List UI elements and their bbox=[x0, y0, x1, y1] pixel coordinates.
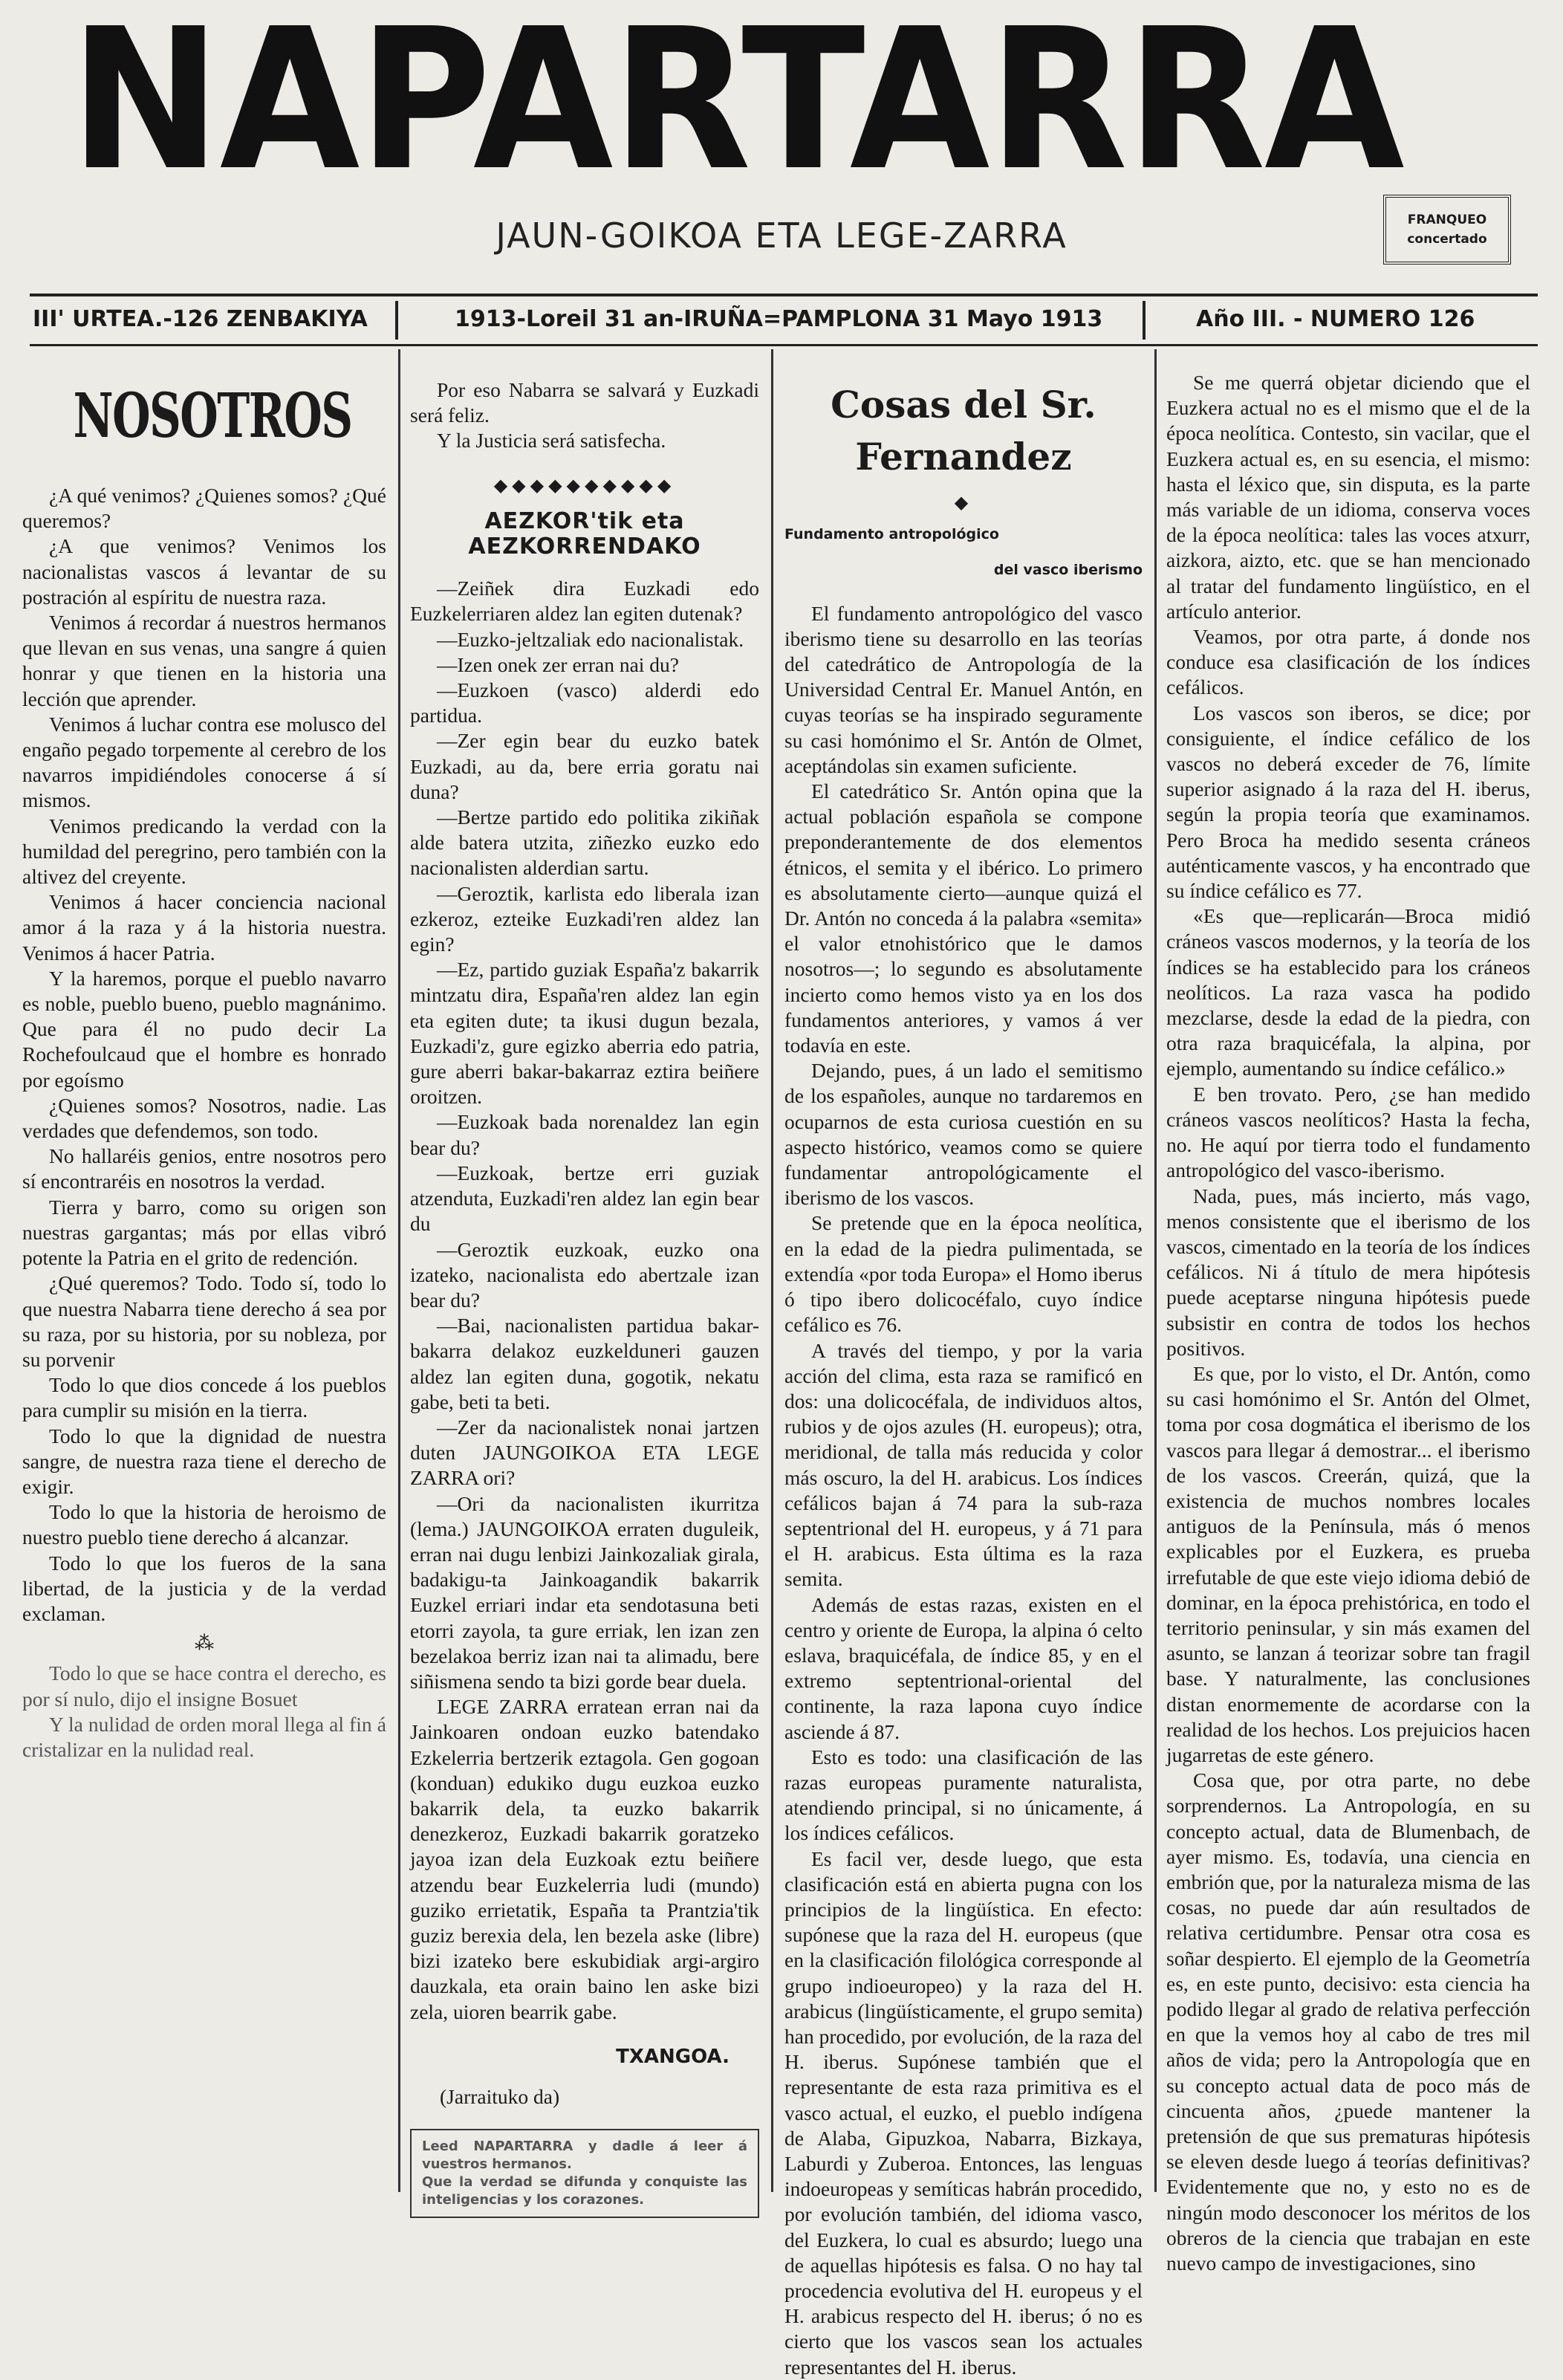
dateline-center: 1913-Loreil 31 an-IRUÑA=PAMPLONA 31 Mayo 1913 bbox=[455, 306, 1103, 332]
paragraph: Se me querrá objetar diciendo que el Euzkera actual no es el mismo que el de la época neolítica. Contesto, sin vacilar, que el Euzkera actual es, en su esencia, el mismo: hasta el léxico que, sin disputa, es la parte más variable de un idioma, conserva voces de la época neolítica: tales las voces atxurr, aizkora, aizto, etc. que se han mencionado al tratar del fundamento lingüístico, en el artículo anterior. bbox=[1166, 371, 1530, 623]
paragraph: ¿A que venimos? Venimos los nacionalistas vascos á levantar de su postración al espíritu de nuestra raza. bbox=[22, 534, 386, 609]
paragraph: E ben trovato. Pero, ¿se han medido cráneos vascos neolíticos? Hasta la fecha, no. He aquí por tierra todo el fundamento antropológico del vasco-iberismo. bbox=[1166, 1082, 1530, 1182]
paragraph: LEGE ZARRA erratean erran nai da Jainkoaren ondoan euzko batendako Ezkelerria bertzerik eztagola. Gen gogoan (konduan) edukiko dugu euzkoa euzko bakarrik dela, ta euzko bakarrik denezkeroz, Euzkadi bakarrik goratzeko jayoa izan dela Euzkoak eztu beiñere atzendu bear Euzkelerria ludi (mundo) guziko errietatik, España ta Prantzia'tik guziz berexia dela, len bezela aske (libre) bizi izateko bere eskubidiak argi-argiro dauzkala, eta orain baino len aske bizi zela, uioren bearrik gabe. bbox=[410, 1695, 759, 2023]
paragraph: ¿Qué queremos? Todo. Todo sí, todo lo que nuestra Nabarra tiene derecho á sea por su raza, por su historia, por su nobleza, por su porvenir bbox=[22, 1271, 386, 1371]
paragraph: —Euzko-jeltzaliak edo nacionalistak. bbox=[437, 627, 744, 651]
paragraph: Dejando, pues, á un lado el semitismo de los españoles, aunque no tardaremos en ocuparnos de esta curiosa cuestión en su aspecto histórico, veamos como se quiere fundamentar antropológicamente el iberismo de los vascos. bbox=[784, 1059, 1143, 1210]
masthead-motto: JAUN-GOIKOA ETA LEGE-ZARRA bbox=[495, 215, 1068, 256]
paragraph: Y la haremos, porque el pueblo navarro es noble, pueblo bueno, pueblo magnánimo. Que para él no pudo decir La Rochefoulcaud que el hombre es honrado por egoísmo bbox=[22, 966, 386, 1092]
franqueo-box bbox=[1383, 195, 1511, 265]
column-divider-1 bbox=[398, 349, 400, 2192]
paragraph: Venimos á luchar contra ese molusco del engaño pegado torpemente al cerebro de los navarros impidiéndoles conocerse á sí mismos. bbox=[22, 712, 386, 812]
paragraph: —Geroztik, karlista edo liberala izan ezkeroz, ezteike Euzkadi'ren aldez lan egin? bbox=[410, 881, 759, 956]
promo-line-1: Leed NAPARTARRA y dadle á leer á vuestros hermanos. bbox=[422, 2139, 747, 2173]
intro-line: Por eso Nabarra se salvará y Euzkadi será feliz. bbox=[410, 378, 759, 427]
paragraph: —Ori da nacionalisten ikurritza (lema.) JAUNGOIKOA erraten duguleik, erran nai dugu lenbizi Jainkozaliak girala, badakigu-ta Jainkoagandik bakarrik Euzkel erriari indar eta sendotasuna beti etorri zayola, ta gure erriak, len izan zen bezelakoa berriz izan nai ta alimadu, bere siñismena sendo ta bizi gorde bear duela. bbox=[410, 1491, 759, 1693]
paragraph: Tierra y barro, como su origen son nuestras gargantas; más por ellas vibró potente la Patria en el grito de redención. bbox=[22, 1195, 386, 1270]
paragraph-faded: Todo lo que se hace contra el derecho, es por sí nulo, dijo el insigne Bosuet bbox=[22, 1661, 386, 1711]
ornament-divider: ◆ bbox=[954, 493, 973, 513]
column-4 bbox=[1166, 357, 1530, 2275]
column-divider-2 bbox=[771, 349, 773, 2192]
paragraph: Todo lo que la historia de heroismo de nuestro pueblo tiene derecho á alcanzar. bbox=[22, 1500, 386, 1549]
paragraph: Todo lo que la dignidad de nuestra sangre, de nuestra raza tiene el derecho de exigir. bbox=[22, 1424, 386, 1498]
paragraph: —Geroztik euzkoak, euzko ona izateko, nacionalista edo abertzale izan bear du? bbox=[410, 1237, 759, 1311]
franqueo-line1: FRANQUEO bbox=[1407, 213, 1487, 227]
paragraph: Venimos á recordar á nuestros hermanos que llevan en sus venas, una sangre á quien honrar y que tienen en la historia una lección que aprender. bbox=[22, 611, 386, 710]
headline-cosas: Cosas del Sr. Fernandez bbox=[831, 383, 1096, 479]
paragraph: Venimos á hacer conciencia nacional amor á la raza y á la historia nuestra. Venimos á hacer Patria. bbox=[22, 890, 386, 964]
paragraph: —Zer egin bear du euzko batek Euzkadi, au da, bere erria goratu nai duna? bbox=[410, 729, 759, 803]
section-stars: ⁂ bbox=[195, 1632, 214, 1655]
paragraph: —Euzkoen (vasco) alderdi edo partidua. bbox=[410, 678, 759, 727]
paragraph: —Izen onek zer erran nai du? bbox=[437, 652, 679, 676]
paragraph: —Euzkoak bada norenaldez lan egin bear du? bbox=[410, 1110, 759, 1159]
paragraph: Nada, pues, más incierto, más vago, menos consistente que el iberismo de los vascos, cimentado en la teoría de los índices cefálicos. Ni á título de mera hipótesis puede aceptarse ninguna hipótesis puede subsistir en contra de todos los hechos positivos. bbox=[1166, 1184, 1530, 1360]
paragraph: ¿A qué venimos? ¿Quienes somos? ¿Qué queremos? bbox=[22, 484, 386, 533]
column-1 bbox=[22, 357, 386, 2192]
paragraph: Todo lo que los fueros de la sana libertad, de la justicia y de la verdad exclaman. bbox=[22, 1551, 386, 1625]
franqueo-line2: concertado bbox=[1407, 232, 1487, 247]
column-2 bbox=[410, 357, 759, 2208]
paragraph-faded: Y la nulidad de orden moral llega al fin á cristalizar en la nulidad real. bbox=[22, 1712, 386, 1761]
dateline-left: III' URTEA.-126 ZENBAKIYA bbox=[33, 306, 368, 332]
headline-nosotros: NOSOTROS bbox=[73, 380, 352, 452]
paragraph: Cosa que, por otra parte, no debe sorprendernos. La Antropología, en su concepto actual, data de Blumenbach, de ayer mismo. Es, todavía, una ciencia en embrión que, por la naturaleza misma de las cosas, no puede dar aún resultados de relativa certidumbre. Pensar otra cosa es soñar despierto. El ejemplo de la Geometría es, en este punto, decisivo: esta ciencia ha podido llegar al grado de relativa perfección en que la vemos hoy al cabo de tres mil años de vida; pero la Antropología que en su concepto actual data de poco más de cincuenta años, ¿puede mantener la pretensión de que sus prematuras hipótesis se eleven desde luego á teorías definitivas? Evidentemente que no, y esto no es de ningún modo desconocer los méritos de los obreros de la ciencia que trabajan en este nuevo campo de investigaciones, sino bbox=[1166, 1768, 1530, 2275]
paragraph: —Euzkoak, bertze erri guziak atzenduta, Euzkadi'ren aldez lan egin bear du bbox=[410, 1161, 759, 1236]
masthead-rule-top bbox=[30, 294, 1538, 296]
dateline-right: Año III. - NUMERO 126 bbox=[1196, 306, 1475, 332]
paragraph: Veamos, por otra parte, á donde nos conduce esa clasificación de los índices cefálicos. bbox=[1166, 625, 1530, 699]
paragraph: —Bertze partido edo politika zikiñak alde batera utzita, ziñezko euzko edo nacionalisten alderdian sartu. bbox=[410, 805, 759, 880]
column-divider-3 bbox=[1154, 349, 1157, 2192]
paragraph: El fundamento antropológico del vasco iberismo tiene su desarrollo en las teorías del catedrático de Antropología de la Universidad Central Er. Manuel Antón, en cuyas teorías se ha inspirado seguramente su casi homónimo el Sr. Antón de Olmet, aceptándolas sin examen suficiente. bbox=[784, 601, 1143, 777]
column-3 bbox=[784, 357, 1143, 2379]
subheading-2: del vasco iberismo bbox=[993, 562, 1143, 579]
subheading: Fundamento antropológico bbox=[784, 526, 999, 543]
headline-aezkor: AEZKOR'tik eta AEZKORRENDAKO bbox=[468, 508, 701, 560]
intro-line: Y la Justicia será satisfecha. bbox=[437, 429, 666, 453]
paragraph: Esto es todo: una clasificación de las razas europeas puramente naturalista, atendiendo principal, si no únicamente, á los índices cefálicos. bbox=[784, 1745, 1143, 1845]
ornament-divider: ◆◆◆◆◆◆◆◆◆◆ bbox=[493, 476, 676, 496]
paragraph: Es que, por lo visto, el Dr. Antón, como su casi homónimo el Sr. Antón del Olmet, toma por cosa dogmática el iberismo de los vascos para llegar á demostrar... el iberismo de los vascos. Creerán, quizá, que la existencia de muchos nombres locales antiguos de la Península, más ó menos explicables por el Euzkera, es prueba irrefutable de que este viejo idioma debió de dominar, en la época prehistórica, en todo el territorio peninsular, y sin más examen del asunto, se lanzan á teorizar sobre tan fragil base. Y naturalmente, las conclusiones distan enormemente de acordarse con la realidad de los hechos. Los prejuicios hacen jugarretas de este género. bbox=[1166, 1361, 1530, 1766]
paragraph: —Zer da nacionalistek nonai jartzen duten JAUNGOIKOA ETA LEGE ZARRA ori? bbox=[410, 1415, 759, 1490]
dateline-sep-2 bbox=[1143, 301, 1146, 340]
paragraph: El catedrático Sr. Antón opina que la actual población española se compone preponderantemente de dos elementos étnicos, el semita y el ibérico. Lo primero es absolutamente cierto—aunque quizá el Dr. Antón no conceda á la palabra «semita» el valor etnohistórico que le damos nosotros—; lo segundo es absolutamente incierto como hemos visto ya en los dos fundamentos anteriores, y vamos á ver todavía en este. bbox=[784, 779, 1143, 1057]
paragraph: —Ez, partido guziak España'z bakarrik mintzatu dira, España'ren aldez lan egin eta egiten dute; ta ikusi dugun bezala, Euzkadi'z, gure egizko aberria edo patria, gure aberri bakar-bakarraz eztira beiñere oroitzen. bbox=[410, 958, 759, 1109]
paragraph: Es facil ver, desde luego, que esta clasificación está en abierta pugna con los principios de la lingüística. En efecto: supónese que la raza del H. europeus (que en la clasificación filológica corresponde al grupo indioeuropeo) y la raza del H. arabicus (lingüísticamente, el grupo semita) han procedido, por evolución, de la raza del H. iberus. Supónese también que el representante de esta raza primitiva es el vasco actual, el euzko, el pueblo indígena de Alaba, Gipuzkoa, Nabarra, Bizkaya, Laburdi y Zuberoa. Entonces, las lenguas indoeuropeas y semíticas habrán procedido, por evolución también, del idioma vasco, del Euzkera, lo cual es absurdo; luego una de aquellas hipótesis es falsa. O no hay tal procedencia evolutiva del H. europeus y el H. arabicus respecto del H. iberus; ó no es cierto que los vascos sean los actuales representantes del H. iberus. bbox=[784, 1846, 1143, 2379]
dateline-sep-1 bbox=[395, 301, 398, 340]
paragraph: Todo lo que dios concede á los pueblos para cumplir su misión en la tierra. bbox=[22, 1373, 386, 1422]
paragraph: A través del tiempo, y por la varia acción del clima, esta raza se ramificó en dos: una dolicocéfala, de individuos altos, rubios y de ojos azules (H. europeus); otra, meridional, de talla más reducida y color más oscuro, la del H. arabicus. Los índices cefálicos bajan á 74 para la sub-raza septentrional del H. europeus, y á 71 para el H. arabicus. Esta última es la raza semita. bbox=[784, 1338, 1143, 1591]
promo-box bbox=[410, 2129, 759, 2218]
continued-note: (Jarraituko da) bbox=[440, 2085, 560, 2108]
paragraph: Se pretende que en la época neolítica, en la edad de la piedra pulimentada, se extendía «por toda Europa» el Homo iberus ó tipo ibero dolicocéfalo, cuyo índice cefálico es 76. bbox=[784, 1211, 1143, 1337]
paragraph: No hallaréis genios, entre nosotros pero sí encontraréis en nosotros la verdad. bbox=[22, 1144, 386, 1193]
paragraph: Además de estas razas, existen en el centro y oriente de Europa, la alpina ó celto eslava, braquicéfala, de índice 85, y en el extremo septentrional-oriental del continente, la raza lapona cuyo índice asciende á 87. bbox=[784, 1592, 1143, 1743]
signature-txangoa: TXANGOA. bbox=[616, 2045, 729, 2068]
paragraph: Venimos predicando la verdad con la humildad del peregrino, pero también con la altivez del creyente. bbox=[22, 814, 386, 889]
paragraph: ¿Quienes somos? Nosotros, nadie. Las verdades que defendemos, son todo. bbox=[22, 1093, 386, 1143]
paragraph: —Zeiñek dira Euzkadi edo Euzkelerriaren aldez lan egiten dutenak? bbox=[410, 577, 759, 626]
promo-line-2: Que la verdad se difunda y conquiste las inteligencias y los corazones. bbox=[422, 2174, 747, 2208]
paragraph: «Es que—replicarán—Broca midió cráneos vascos modernos, y la teoría de los índices se ha establecido para los cráneos neolíticos. La raza vasca ha podido mezclarse, desde la edad de la piedra, con otra raza braquicéfala, la alpina, por ejemplo, aumentando su índice cefálico.» bbox=[1166, 904, 1530, 1080]
paragraph: Los vascos son iberos, se dice; por consiguiente, el índice cefálico de los vascos no deberá exceder de 76, límite superior asignado á la raza del H. iberus, según la propia teoría que examinamos. Pero Broca ha medido sesenta cráneos auténticamente vascos, y ha encontrado que su índice cefálico es 77. bbox=[1166, 701, 1530, 903]
paragraph: —Bai, nacionalisten partidua bakar-bakarra delakoz euzkelduneri gauzen aldez lan egiten duna, gogotik, nekatu gabe, beti ta beti. bbox=[410, 1314, 759, 1413]
masthead-rule-bottom bbox=[30, 344, 1538, 346]
masthead-title: NAPARTARRA bbox=[69, 0, 1403, 213]
